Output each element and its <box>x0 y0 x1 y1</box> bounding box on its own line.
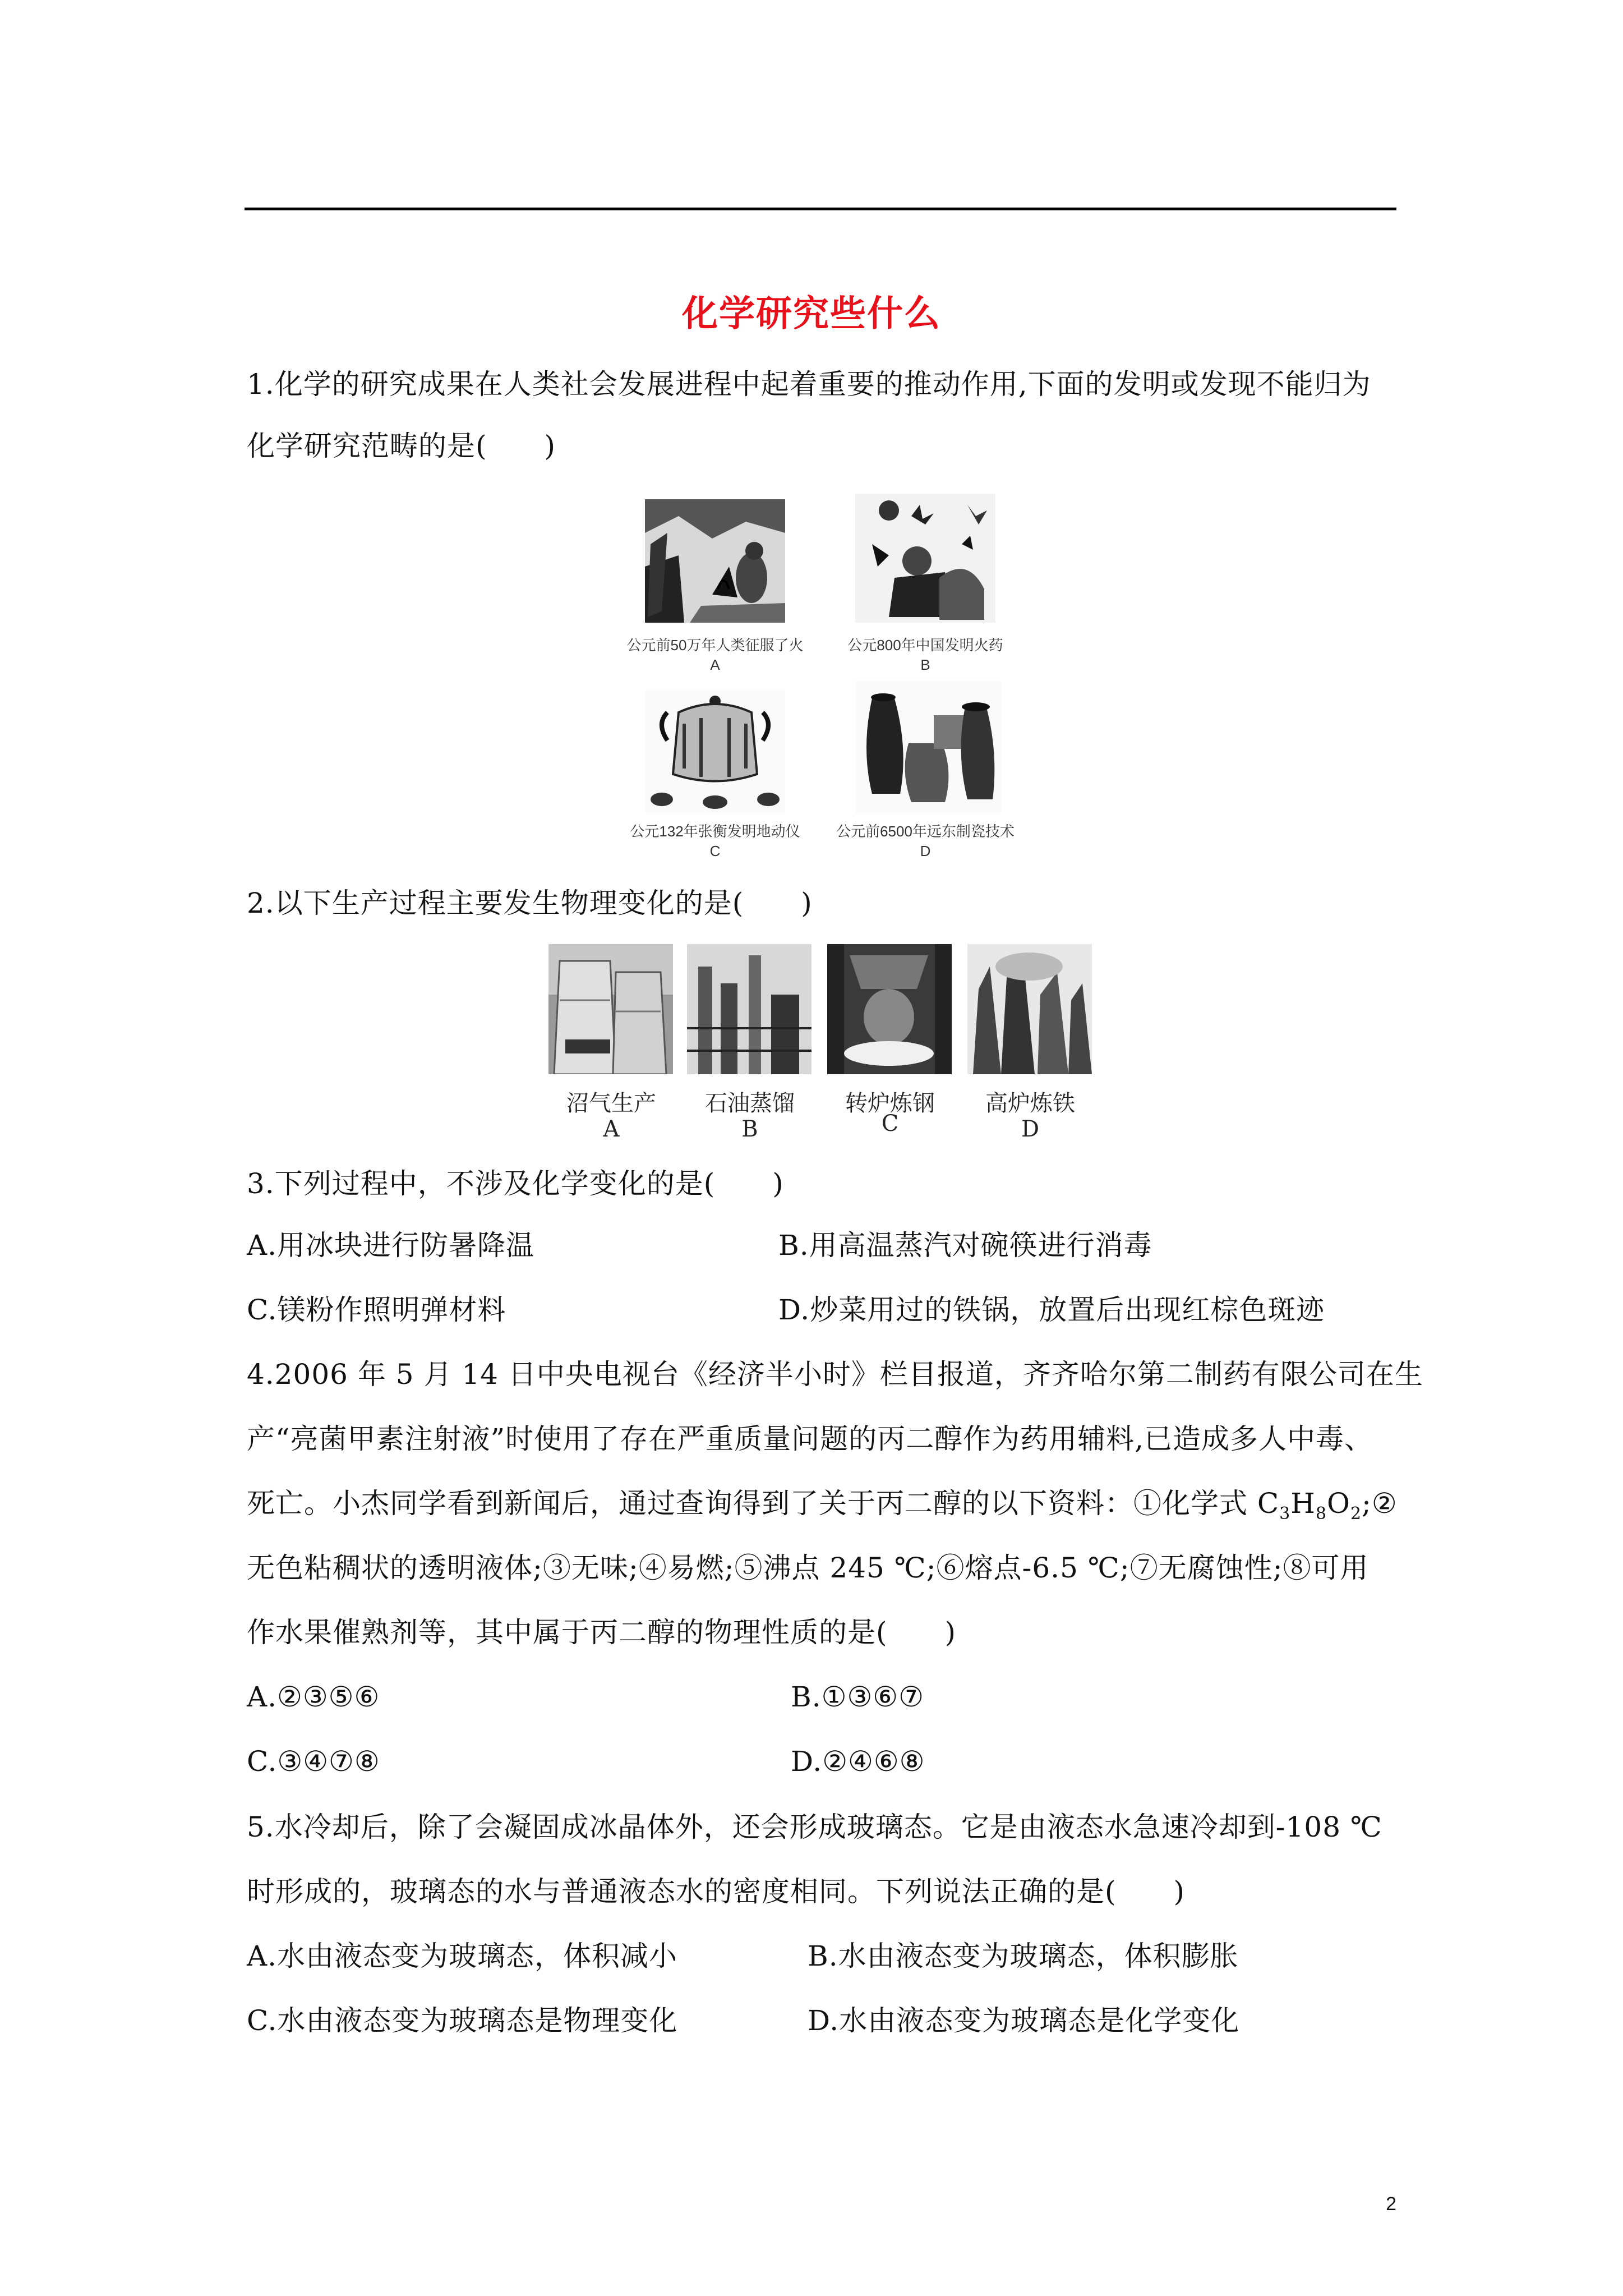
q2-stem: 2.以下生产过程主要发生物理变化的是( ) <box>247 887 813 919</box>
q3-option-d: D.炒菜用过的铁锅，放置后出现红棕色斑迹 <box>778 1294 1325 1326</box>
q4-sub-oxygen: 2 <box>1350 1504 1362 1524</box>
q1-caption-d: 公元前6500年远东制瓷技术 <box>836 823 1015 840</box>
q5-stem-line1: 5.水冷却后，除了会凝固成冰晶体外，还会形成玻璃态。它是由液态水急速冷却到-108 ℃ <box>247 1811 1382 1843</box>
q4-sub-carbon: 3 <box>1279 1504 1291 1524</box>
porcelain-engraving-icon <box>855 682 1001 813</box>
q4-stem-line1: 4.2006 年 5 月 14 日中央电视台《经济半小时》栏目报道，齐齐哈尔第二制药有限公司在生 <box>247 1358 1423 1391</box>
q1-caption-a: 公元前50万年人类征服了火 <box>626 637 804 654</box>
q1-caption-c: 公元132年张衡发明地动仪 <box>630 823 800 840</box>
q2-letter-a: A <box>603 1116 620 1142</box>
page-number: 2 <box>1386 2193 1396 2215</box>
q2-caption-c: 转炉炼钢 <box>845 1091 935 1116</box>
q2-caption-a: 沼气生产 <box>566 1091 656 1116</box>
q4-stem-line5: 作水果催熟剂等，其中属于丙二醇的物理性质的是( ) <box>247 1616 957 1649</box>
q4-option-d: D.②④⑥⑧ <box>791 1745 925 1778</box>
q3-stem: 3.下列过程中，不涉及化学变化的是( ) <box>247 1167 784 1200</box>
q4-stem-line3 <box>247 1484 1398 1534</box>
converter-photo-icon <box>827 944 952 1074</box>
q5-stem-line2: 时形成的，玻璃态的水与普通液态水的密度相同。下列说法正确的是( ) <box>247 1875 1186 1908</box>
q3-option-a: A.用冰块进行防暑降温 <box>247 1229 535 1262</box>
seismograph-engraving-icon <box>645 690 785 813</box>
q4-sub-hydrogen: 8 <box>1315 1504 1327 1524</box>
page-title: 化学研究些什么 <box>682 293 941 335</box>
q5-option-a: A.水由液态变为玻璃态，体积减小 <box>247 1940 678 1972</box>
q1-stem-line1: 1.化学的研究成果在人类社会发展进程中起着重要的推动作用,下面的发明或发现不能归为 <box>247 368 1371 401</box>
q5-option-c: C.水由液态变为玻璃态是物理变化 <box>247 2004 678 2037</box>
q3-option-c: C.镁粉作照明弹材料 <box>247 1294 506 1326</box>
q4-line3-text: 死亡。小杰同学看到新闻后，通过查询得到了关于丙二醇的以下资料：①化学式 C <box>247 1487 1280 1520</box>
q5-option-d: D.水由液态变为玻璃态是化学变化 <box>808 2004 1240 2037</box>
header-rule <box>245 208 1396 210</box>
q4-option-a: A.②③⑤⑥ <box>247 1681 380 1713</box>
q4-option-c: C.③④⑦⑧ <box>247 1745 380 1778</box>
q4-line3-tail: ;② <box>1362 1487 1398 1520</box>
q4-stem-line4: 无色粘稠状的透明液体;③无味;④易燃;⑤沸点 245 ℃;⑥熔点-6.5 ℃;⑦无腐蚀性;⑧可用 <box>247 1552 1369 1584</box>
q2-caption-d: 高炉炼铁 <box>985 1091 1075 1116</box>
q4-formula-o: O <box>1326 1487 1350 1520</box>
q4-stem-line2: 产“亮菌甲素注射液”时使用了存在严重质量问题的丙二醇作为药用辅料,已造成多人中毒、 <box>247 1423 1373 1455</box>
q2-letter-d: D <box>1021 1116 1040 1142</box>
q2-letter-c: C <box>881 1111 899 1137</box>
gunpowder-engraving-icon <box>855 494 995 623</box>
q4-formula-h: H <box>1290 1487 1316 1520</box>
fire-engraving-icon <box>645 499 785 623</box>
biogas-tanks-photo-icon <box>548 944 673 1074</box>
refinery-photo-icon <box>687 944 811 1074</box>
q2-caption-b: 石油蒸馏 <box>705 1091 795 1116</box>
q3-option-b: B.用高温蒸汽对碗筷进行消毒 <box>778 1229 1152 1262</box>
q1-letter-a: A <box>710 656 720 673</box>
q1-caption-b: 公元800年中国发明火药 <box>847 637 1003 654</box>
q4-option-b: B.①③⑥⑦ <box>791 1681 924 1713</box>
q1-stem-line2: 化学研究范畴的是( ) <box>247 430 556 462</box>
q2-letter-b: B <box>741 1116 758 1142</box>
blast-furnace-photo-icon <box>967 944 1092 1074</box>
q1-letter-b: B <box>920 656 930 673</box>
q5-option-b: B.水由液态变为玻璃态，体积膨胀 <box>808 1940 1239 1972</box>
q1-letter-c: C <box>709 843 721 859</box>
q1-letter-d: D <box>920 843 931 859</box>
